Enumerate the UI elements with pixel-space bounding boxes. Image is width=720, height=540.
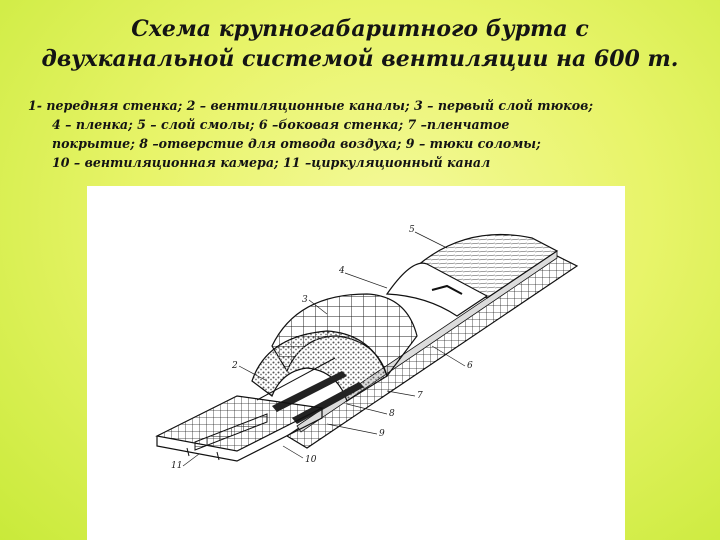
label-5: 5 xyxy=(409,225,415,235)
label-7: 7 xyxy=(417,391,423,401)
pile-diagram xyxy=(87,186,625,540)
label-4: 4 xyxy=(339,266,345,276)
diagram-panel xyxy=(87,186,625,540)
label-11: 11 xyxy=(171,461,183,471)
slide-title xyxy=(0,14,720,74)
label-3: 3 xyxy=(302,295,308,305)
caption-line-3: покрытие; 8 –отверстие для отвода воздуха; 9 – тюки соломы; xyxy=(52,136,541,151)
label-9: 9 xyxy=(379,429,385,439)
label-8: 8 xyxy=(389,409,395,419)
caption-line-2: 4 – пленка; 5 – слой смолы; 6 –боковая стенка; 7 –пленчатое xyxy=(52,117,510,132)
title-line-2: двухканальной системой вентиляции на 600 т. xyxy=(41,46,679,72)
caption-line-4: 10 – вентиляционная камера; 11 –циркуляционный канал xyxy=(52,155,491,170)
caption-line-1: 1- передняя стенка; 2 – вентиляционные каналы; 3 – первый слой тюков; xyxy=(28,98,594,113)
legend-caption xyxy=(28,96,708,172)
label-2: 2 xyxy=(232,361,238,371)
title-line-1: Схема крупногабаритного бурта с xyxy=(131,16,589,42)
label-10: 10 xyxy=(305,455,317,465)
circulation-channel xyxy=(187,448,219,460)
label-6: 6 xyxy=(467,361,473,371)
